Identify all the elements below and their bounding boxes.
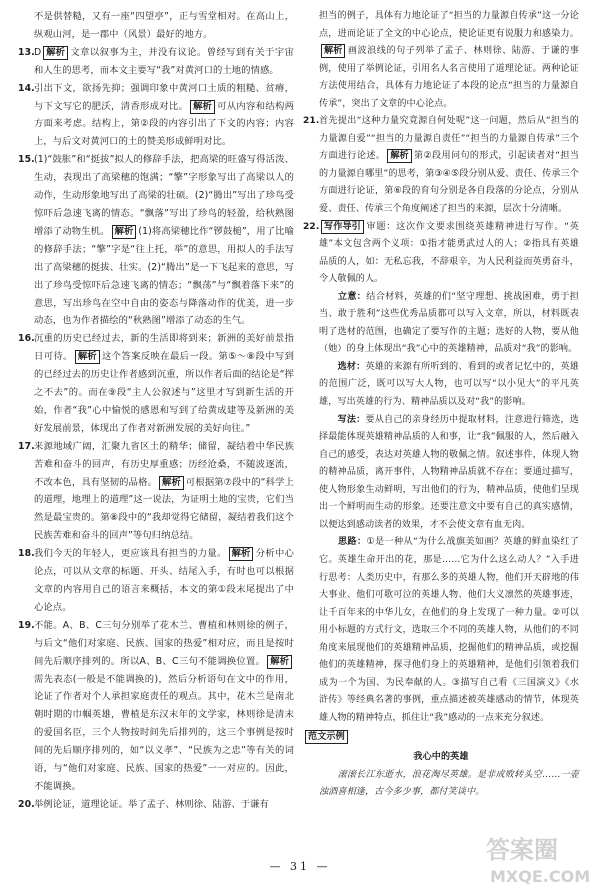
text-run: 首先提出“这种力量究竟源自何处呢”这一问题，然后从“担当的力量源自爱”“担当的力量源自责任”“担当的力量源自传承”三个方面进行论述。: [319, 116, 579, 162]
text-run: 审题：这次作文要求围绕英雄精神进行写作。“英雄”本文包含两个义项：①指才能勇武过人的人；②指具有英雄品质的人，如：无私忘我，不辞艰辛，为人民利益而英勇奋斗，令人敬佩的人。: [319, 221, 579, 285]
text-run: 要从自己的亲身经历中提取材料，注意进行筛选，选择最能体现英雄精神品质的人和事，让“我”佩服的人，然后融入自己的感受，表达对英雄人物的敬佩之情。叙述事件，体现人物的精神品质，离开事件，人物精神品质就不存在；要通过描写，使人物形象生动鲜明，写出他们的行为，精神品质，使他们呈现出一个鲜明而生动的形象。还要注意文中要有自己的真实感情，以便达到感动读者的效果，才不会使文章有血无肉。: [319, 414, 579, 530]
guide-paragraph: [303, 412, 579, 535]
answer-number: 13.: [18, 46, 35, 58]
page-number: — 31 —: [269, 860, 331, 873]
answer-number: 15.: [18, 154, 35, 166]
section-tag: 解析: [159, 476, 184, 490]
continued-text: [303, 8, 579, 113]
section-tag: 范文示例: [305, 730, 348, 744]
text-run: (1)将高梁穗比作“锣鼓槌”，用了比喻的修辞手法；“擎”字是“往上托，举”的意思，用拟人的手法写出了高梁穗的挺拔、壮实。(2)“腾出”是一下飞起来的意思，写出了珍鸟受惊吓后急速飞离的情态；“飘荡”与“飘着落下来”的意思，写出珍鸟在空中自由的姿态与降落动作的优美，进一步动态，也为作者描绘的“秋熟图”增添了动态的生气。: [34, 225, 294, 327]
guide-label: 写法：: [337, 414, 366, 425]
text-run: 担当的例子，具体有力地论证了“担当的力量源自传承”这一分论点，进而论证了全文的中心论点，使论证更有说服力和感染力。: [319, 11, 579, 39]
answer-item: [18, 80, 294, 152]
section-tag: 解析: [229, 547, 254, 561]
text-run: (1)“鼓胀”和“挺拔”拟人的修辞手法，把高梁的旺盛写得活泼、生动，表现出了高梁穗的饱满；“擎”字形象写出了高梁以人的动作，生动形象地写出了高梁的壮硕。(2)“腾出”写出了珍鸟受惊吓后急速飞离的情态。“飘落”写出了珍鸟的轻盈，给秋熟图增添了动物生机。: [34, 154, 294, 237]
answer-item: [18, 44, 294, 80]
text-run: 结合材料，英雄的们“坚守理想、挑战困难，勇于担当、敢于胜利”这些优秀品质都可以写入文章，所以，材料既表明了选材的范围，也确定了要写作的主题；选好的人物，要从他（她）的身上体现出“我”心中的英雄精神，品质对“我”的影响。: [319, 291, 579, 355]
right-column: [303, 8, 579, 802]
text-run: 第②段用问句的形式，引起读者对“担当的力量源自哪里”的思考，第③④⑤段分别从爱、责任、传承三个方面进行论证，第⑥段的育句分别是各自段落的分论点，分别从爱、责任、传承三个角度阐述了担当的来源，层次十分清晰。: [319, 151, 579, 215]
continued-text: [18, 8, 294, 44]
text-run: 引出下文，欲扬先抑；强调印象中黄河口土质的粗糙、贫瘠，与下文写它的肥沃，清香形成对比。: [34, 82, 294, 112]
answer-item: [303, 113, 579, 218]
answer-item: [18, 545, 294, 617]
text-run: D: [34, 46, 42, 58]
guide-paragraph: [303, 359, 579, 412]
sample-essay-text: 滚滚长江东逝水，浪花淘尽英雄。是非成败转头空……一壶浊酒喜相逢，古今多少事，都付笑谈中。: [319, 769, 579, 798]
guide-paragraph: [303, 534, 579, 727]
text-run: 举例论证，道理论证。举了孟子、林则徐、陆游、于谦有: [34, 798, 269, 810]
section-tag: 解析: [267, 655, 292, 669]
text-run: 我们今天的年轻人，更应该具有担当的力量。: [34, 548, 227, 560]
answer-item: [18, 796, 294, 814]
text-run: 这个答案反映在最后一段。第⑤～⑧段中写到的已经过去的历史让作者感到沉重，所以作者后面的结论是“挥之不去”的。而在⑨段“主人公叙述与”这里才写到新生活的开始，作者“我”心中愉悦的感恩和写到了给黄成建等及新洲的美好发展前景，体现出了作者对新洲发展的美好向往。”: [34, 351, 294, 434]
watermark-line1: 答案圈: [486, 836, 558, 864]
answer-number: 19.: [18, 619, 35, 631]
guide-label: 思路：: [337, 537, 367, 548]
answer-number: 18.: [18, 548, 35, 560]
answer-item: [18, 438, 294, 545]
section-tag: 解析: [190, 100, 215, 114]
text-run: 英雄的来源有所听到的、看到的或者记忆中的，英雄的范围广泛，既可以写大人物，也可以写“以小见大”的平凡英雄，写出英雄的行为、精神品质以及对“我”的影响。: [319, 361, 579, 408]
text-run: 来源地域广阔，汇聚九省区土的精华；储留，凝结着中华民族苦难和奋斗的回声，有历史厚重感；历经沧桑，不随波逐流，不改本色，具有坚韧的品格。: [34, 440, 294, 488]
text-run: 可根据第⑦段中的“科学上的道理，地理上的道理”这一说法，为证明土地的宝贵，它们当然是最宝贵的。第⑧段中的“我却觉得它储留，凝结着我们这个民族苦难和奋斗的回声”等句归纳总结。: [34, 476, 294, 542]
guide-label: 立意：: [337, 291, 367, 302]
answer-item: [18, 617, 294, 796]
left-column: [18, 8, 294, 814]
essay-title: 我心中的英雄: [413, 751, 469, 762]
section-tag: 写作导引: [321, 220, 364, 234]
answer-item: [18, 330, 294, 437]
answer-number: 21.: [303, 116, 320, 127]
text-run: ①是一种从“为什么战旗美如画？英雄的鲜血染红了它。英雄生命开出的花，那是……它为什么这么动人？”入手进行思考：人类历史中，有那么多的英雄人物，他们开天辟地的伟大事业、他们可歌可泣的英雄人物、他们大义凛然的英雄事迹，让千百年来的中华儿女，在他们的身上发现了一种力量。②可以用小标题的方式行文，选取三个不同的英雄人物，从他们的不同角度来展现他们的英雄精神品质，挖掘他们的精神品质，或挖掘他们的英雄精神，探寻他们身上的英雄精神，是他们引领着我们成为一个为国、为民奉献的人。③描写自己看《三国演义》《水浒传》等经典名著的事例，重点描述被英雄感动的情节，体现英雄人物的精神特点，抓住让“我”感动的一点来充分叙述。: [319, 537, 580, 723]
sample-essay-heading: [303, 729, 579, 747]
section-tag: 解析: [75, 350, 100, 364]
answer-item: [303, 219, 579, 289]
text-run: 分析中心论点，可以从文章的标题、开头、结尾入手，有时也可以根据文章的内容用自己的语言来概括，本文的第①段末尾提出了中心论点。: [34, 548, 294, 613]
section-tag: 解析: [387, 149, 411, 163]
answer-number: 17.: [18, 440, 35, 452]
guide-paragraph: [303, 289, 579, 359]
answer-item: [18, 151, 294, 330]
text-run: 沉重的历史已经过去，新的生活即将到来；新洲的美好前景指日可待。: [34, 333, 294, 363]
section-tag: 解析: [112, 225, 137, 239]
text-run: 不是供替糙，又有一座“四望亭”，正与雪堂相对。在高山上，纵观山河，是一郡中（风景）最好的地方。: [34, 11, 294, 40]
text-run: 画波浪线的句子列举了孟子、林则徐、陆游、于谦的事例，使用了举例论证，引用名人名言使用了道理论证。两种论证方法使用结合，具体有力地论证了本段的论点“担当的力量源自传承”，突出了文章的中心论点。: [319, 46, 579, 109]
section-tag: 解析: [43, 46, 68, 60]
section-tag: 解析: [321, 44, 345, 58]
guide-label: 选材：: [337, 361, 366, 372]
answer-number: 16.: [18, 333, 35, 345]
answer-number: 22.: [303, 221, 320, 232]
text-run: 文章以叙事为主，并没有议论。曾经写到有关于宇宙和人生的思考，而本文主要写“我”对黄河口的土地的情感。: [34, 46, 294, 76]
text-run: 可从内容和结构两方面来考虑。结构上，第②段的内容引出了下文的内容；内容上，与后文对黄河口的土的赞美形成鲜明对比。: [34, 100, 294, 148]
watermark-logo: [482, 828, 590, 888]
text-run: 需先表态(一般是不能调换的)，然后分析语句在文中的作用，论证了作者对个人承担家庭责任的观点。其中，花木兰是南北朝时期的巾帼英雄，曹植是东汉末年的文学家，林则徐是清末的爱国名臣，三个人物按时间先后排列的，这三个事例是按时间的先后顺序排列的，如“以义孝”、“民族为之忠”等有关的词语，与“他们对家庭、民族、国家的热爱”一一对应的。因此，不能调换。: [34, 673, 294, 792]
text-run: 不能。A、B、C三句分别举了花木兰、曹植和林则徐的例子，与后文“他们对家庭、民族、国家的热爱”相对应，而且是按时间先后顺序排列的。所以A、B、C三句不能调换位置。: [34, 619, 294, 667]
answer-number: 14.: [18, 82, 35, 94]
watermark-line2: MXQE.COM: [490, 867, 590, 886]
answer-number: 20.: [18, 798, 35, 810]
